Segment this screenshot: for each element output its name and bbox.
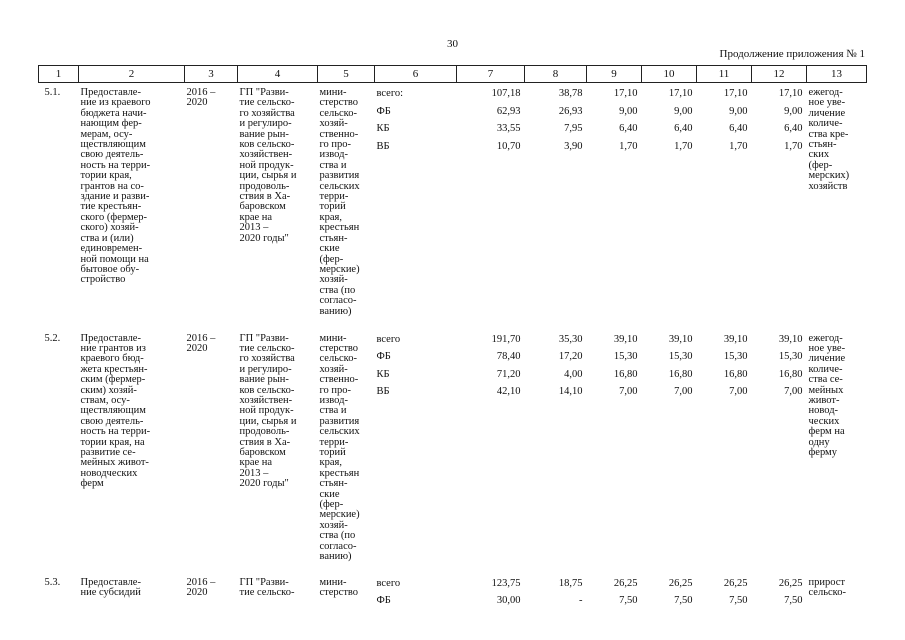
column-header: 11 (697, 66, 752, 83)
amount-col12-value: 39,10 (778, 333, 803, 345)
column-header: 10 (642, 66, 697, 83)
column-header: 8 (525, 66, 587, 83)
funding-source-value: всего (376, 333, 401, 345)
amount-total-value: 62,93 (496, 105, 521, 117)
funding-source-value: КБ (376, 123, 390, 134)
amount-col10 (642, 573, 697, 613)
amount-col9-value: 9,00 (619, 105, 638, 117)
column-header: 1 (39, 66, 79, 83)
amount-total-value: 191,70 (491, 333, 521, 345)
funding-source (375, 83, 457, 329)
column-header: 5 (318, 66, 375, 83)
amount-total (457, 329, 525, 573)
column-header: 7 (457, 66, 525, 83)
amount-col9-value: 1,70 (619, 140, 638, 152)
implementation-period: 2016 – 2020 (186, 332, 216, 354)
amount-col8-value: 17,20 (558, 351, 583, 362)
amount-col10-value: 16,80 (668, 368, 693, 380)
amount-col10-value: 17,10 (668, 88, 693, 99)
amount-col8-value: - (579, 595, 583, 606)
amount-col8-value: 3,90 (564, 140, 583, 152)
table-row (39, 573, 867, 613)
amount-col12-value: 26,25 (778, 577, 803, 589)
amount-col11-value: 26,25 (723, 577, 748, 589)
amount-col9-value: 39,10 (613, 333, 638, 345)
amount-col12 (752, 329, 807, 573)
expected-result: ежегод- ное уве- личение количе- ства кре- стьян- ских (фер- мерских) хозяйств (808, 87, 850, 192)
funding-source-value: всего: (376, 88, 404, 99)
amount-col8-value: 4,00 (564, 368, 583, 380)
measure-description: Предоставле- ние грантов из краевого бюд- жета крестьян- ским (фермер- ским) хозяй- ствам, осу- ществляющим свою деятель- ность на терри- тории края, на развитие се- мейных живот- новодческих ферм (80, 332, 151, 490)
measure-description: Предоставле- ние субсидий (80, 576, 141, 598)
amount-col10-value: 39,10 (668, 333, 693, 345)
table-row (39, 83, 867, 329)
amount-col8-value: 14,10 (558, 386, 583, 397)
amount-col9 (587, 573, 642, 613)
amount-total-value: 10,70 (496, 140, 521, 152)
amount-col12 (752, 83, 807, 329)
responsible-executor: мини- стерство (319, 576, 359, 598)
amount-col11-value: 1,70 (729, 140, 748, 152)
funding-source-value: ВБ (376, 140, 390, 152)
measure-description: Предоставле- ние из краевого бюджета начи- нающим фер- мерам, осу- ществляющим свою деятель- ность на терри- тории края, грантов на со- здание и разви- тие крестьян- ского (фермер- ского) хозяй- ства и (или) единовремен- ной помощи на бытовое обу- стройство (80, 87, 151, 286)
amount-col9 (587, 329, 642, 573)
amount-col10-value: 26,25 (668, 577, 693, 589)
amount-col9-value: 6,40 (619, 123, 638, 134)
amount-col12-value: 1,70 (784, 140, 803, 152)
amount-total-value: 42,10 (496, 386, 521, 397)
amount-total-value: 71,20 (496, 368, 521, 380)
expected-result: прирост сельско- (808, 576, 846, 598)
amount-total (457, 573, 525, 613)
implementation-period: 2016 – 2020 (186, 576, 216, 598)
amount-col9-value: 15,30 (613, 351, 638, 362)
amount-col12-value: 17,10 (778, 88, 803, 99)
table-row (39, 329, 867, 573)
amount-col12-value: 15,30 (778, 351, 803, 362)
amount-col10 (642, 329, 697, 573)
amount-col8-value: 18,75 (558, 577, 583, 589)
amount-col11-value: 17,10 (723, 88, 748, 99)
amount-col9-value: 17,10 (613, 88, 638, 99)
amount-total-value: 107,18 (491, 88, 521, 99)
amount-total-value: 30,00 (496, 595, 521, 606)
responsible-executor: мини- стерство сельско- хозяй- ственно- го про- извод- ства и развития сельских терри- торий края, крестьян стьян- ские (фер- мерские) хозяй- ства (по согласо- ванию) (319, 332, 360, 563)
amount-col10 (642, 83, 697, 329)
column-header: 6 (375, 66, 457, 83)
column-header: 2 (79, 66, 185, 83)
column-header: 3 (185, 66, 238, 83)
amount-col8-value: 35,30 (558, 333, 583, 345)
funding-source (375, 329, 457, 573)
amount-col11 (697, 329, 752, 573)
amount-col10-value: 9,00 (674, 105, 693, 117)
amount-col11-value: 15,30 (723, 351, 748, 362)
amount-col11-value: 16,80 (723, 368, 748, 380)
funding-source-value: ФБ (376, 595, 391, 606)
amount-total-value: 78,40 (496, 351, 521, 362)
amount-col10-value: 7,50 (674, 595, 693, 606)
amount-col11-value: 9,00 (729, 105, 748, 117)
amount-col9-value: 26,25 (613, 577, 638, 589)
funding-source-value: ВБ (376, 386, 390, 397)
column-header: 9 (587, 66, 642, 83)
amount-col8-value: 38,78 (558, 88, 583, 99)
page-number: 30 (447, 38, 458, 50)
amount-col12-value: 6,40 (784, 123, 803, 134)
amount-col10-value: 7,00 (674, 386, 693, 397)
amount-col12-value: 16,80 (778, 368, 803, 380)
amount-col12 (752, 573, 807, 613)
column-header: 12 (752, 66, 807, 83)
amount-col8 (525, 573, 587, 613)
amount-col8-value: 26,93 (558, 105, 583, 117)
implementation-period: 2016 – 2020 (186, 87, 216, 109)
expected-result: ежегод- ное уве- личение количе- ства се- мейных живот- новод- ческих ферм на одну ферму (808, 332, 846, 458)
amount-col8 (525, 83, 587, 329)
amount-col8 (525, 329, 587, 573)
amount-col11-value: 7,00 (729, 386, 748, 397)
amount-col10-value: 1,70 (674, 140, 693, 152)
amount-col12-value: 7,50 (784, 595, 803, 606)
amount-col10-value: 6,40 (674, 123, 693, 134)
funding-source-value: всего (376, 577, 401, 589)
funding-source (375, 573, 457, 613)
funding-source-value: ФБ (376, 351, 391, 362)
state-program: ГП "Разви- тие сельско- (239, 576, 295, 598)
column-header: 4 (238, 66, 318, 83)
amount-total (457, 83, 525, 329)
amount-col9-value: 16,80 (613, 368, 638, 380)
column-header: 13 (807, 66, 867, 83)
funding-source-value: ФБ (376, 105, 391, 117)
funding-source-value: КБ (376, 368, 390, 380)
amount-col11 (697, 83, 752, 329)
state-program: ГП "Разви- тие сельско- го хозяйства и регулиро- вание рын- ков сельско- хозяйствен- ной продук- ции, сырья и продоволь- ствия в Ха- баровском крае на 2013 – 2020 годы" (239, 87, 297, 244)
column-header-row (39, 66, 867, 83)
continuation-label: Продолжение приложения № 1 (719, 48, 865, 60)
amount-col11-value: 7,50 (729, 595, 748, 606)
amount-col12-value: 7,00 (784, 386, 803, 397)
amount-col11 (697, 573, 752, 613)
row-number: 5.2. (44, 332, 61, 344)
amount-total-value: 33,55 (496, 123, 521, 134)
amount-col9 (587, 83, 642, 329)
row-number: 5.3. (44, 576, 61, 588)
state-program: ГП "Разви- тие сельско- го хозяйства и регулиро- вание рын- ков сельско- хозяйствен- ной продук- ции, сырья и продоволь- ствия в Ха- баровском крае на 2013 – 2020 годы" (239, 332, 297, 490)
amount-col10-value: 15,30 (668, 351, 693, 362)
amount-col9-value: 7,50 (619, 595, 638, 606)
amount-col8-value: 7,95 (564, 123, 583, 134)
amount-col9-value: 7,00 (619, 386, 638, 397)
amount-total-value: 123,75 (491, 577, 521, 589)
row-number: 5.1. (44, 87, 61, 98)
program-table (38, 65, 867, 613)
amount-col11-value: 39,10 (723, 333, 748, 345)
amount-col11-value: 6,40 (729, 123, 748, 134)
amount-col12-value: 9,00 (784, 105, 803, 117)
responsible-executor: мини- стерство сельско- хозяй- ственно- го про- извод- ства и развития сельских терри- торий края, крестьян стьян- ские (фер- мерские) хозяй- ства (по согласо- ванию) (319, 87, 360, 317)
